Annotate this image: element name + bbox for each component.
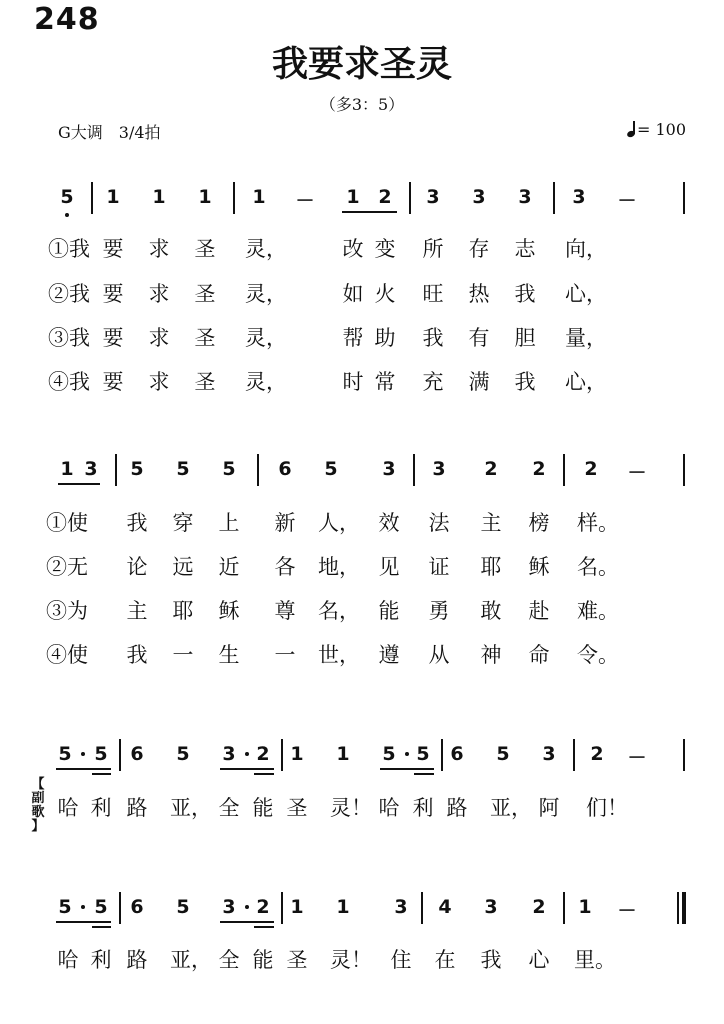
lyric-syllable: 利 xyxy=(412,796,434,820)
tempo-value: = 100 xyxy=(636,120,686,139)
refrain-label-char: 歌 xyxy=(31,805,45,820)
lyric-syllable: 如 xyxy=(342,282,364,306)
lyric-syllable: 灵， xyxy=(245,237,287,261)
note: 6 xyxy=(130,896,144,918)
lyric-syllable: 一 xyxy=(172,643,194,667)
lyric-verse-2 xyxy=(0,278,724,308)
note: 2 xyxy=(484,458,498,480)
note: 5 xyxy=(176,458,190,480)
lyric-syllable: 勇 xyxy=(428,599,450,623)
augmentation-dot xyxy=(405,752,409,756)
underline-beam xyxy=(56,921,111,923)
barline xyxy=(683,739,685,771)
lyric-syllable: 求 xyxy=(148,282,170,306)
notation-line-3 xyxy=(0,735,724,775)
lyric-syllable: 存 xyxy=(468,237,490,261)
barline xyxy=(233,182,235,214)
lyric-syllable: 证 xyxy=(428,555,450,579)
underline-beam xyxy=(92,926,111,928)
note: 1 xyxy=(152,186,166,208)
lyric-syllable: 各 xyxy=(274,555,296,579)
lyric-syllable: 全 xyxy=(218,796,240,820)
lyric-syllable: 要 xyxy=(102,282,124,306)
lyric-syllable: 们！ xyxy=(586,796,628,820)
lyric-verse-4-line-2 xyxy=(0,639,724,669)
lyric-verse-1 xyxy=(0,233,724,263)
lyric-syllable: 要 xyxy=(102,326,124,350)
note: 6 xyxy=(450,743,464,765)
barline xyxy=(553,182,555,214)
lyric-syllable: 新 xyxy=(274,511,296,535)
lyric-syllable: 亚， xyxy=(170,796,212,820)
note: 3 xyxy=(572,186,586,208)
lyric-syllable: ②无 xyxy=(46,555,88,579)
lyric-syllable: 心， xyxy=(565,370,607,394)
note: 5 xyxy=(324,458,338,480)
lyric-syllable: 帮 xyxy=(342,326,364,350)
lyric-syllable: 一 xyxy=(274,643,296,667)
tempo-marking xyxy=(627,120,686,139)
lyric-syllable: 满 xyxy=(468,370,490,394)
lyric-syllable: 志 xyxy=(514,237,536,261)
lyric-syllable: ②我 xyxy=(48,282,90,306)
barline xyxy=(281,739,283,771)
note: 5 xyxy=(94,896,108,918)
note: 3 xyxy=(426,186,440,208)
augmentation-dot xyxy=(245,752,249,756)
refrain-lyric-line-1 xyxy=(0,792,724,822)
lyric-syllable: 要 xyxy=(102,237,124,261)
note: 2 xyxy=(532,458,546,480)
lyric-verse-3 xyxy=(0,322,724,352)
lyric-syllable: 样。 xyxy=(577,511,619,535)
lyric-syllable: 热 xyxy=(468,282,490,306)
final-barline-thick xyxy=(682,892,686,924)
scripture-reference: （多3：5） xyxy=(319,95,405,114)
lyric-syllable: 地， xyxy=(318,555,360,579)
lyric-syllable: 神 xyxy=(480,643,502,667)
lyric-syllable: 路 xyxy=(446,796,468,820)
lower-octave-dot xyxy=(65,213,69,217)
barline xyxy=(683,454,685,486)
lyric-syllable: 充 xyxy=(422,370,444,394)
lyric-syllable: 哈 xyxy=(378,796,400,820)
lyric-syllable: 所 xyxy=(422,237,444,261)
lyric-syllable: 榜 xyxy=(528,511,550,535)
note: 1 xyxy=(290,896,304,918)
note: 5 xyxy=(176,896,190,918)
lyric-syllable: ①使 xyxy=(46,511,88,535)
lyric-syllable: 哈 xyxy=(57,796,79,820)
lyric-syllable: 常 xyxy=(374,370,396,394)
refrain-label-char: 】 xyxy=(31,819,45,834)
lyric-syllable: 耶 xyxy=(480,555,502,579)
note: 3 xyxy=(518,186,532,208)
lyric-syllable: 阿 xyxy=(538,796,560,820)
note: 6 xyxy=(278,458,292,480)
lyric-verse-3-line-2 xyxy=(0,595,724,625)
note: 2 xyxy=(590,743,604,765)
lyric-syllable: 我 xyxy=(514,282,536,306)
lyric-syllable: 在 xyxy=(434,948,456,972)
lyric-syllable: 全 xyxy=(218,948,240,972)
note: 5 xyxy=(416,743,430,765)
underline-beam xyxy=(254,773,274,775)
lyric-syllable: ③为 xyxy=(46,599,88,623)
notation-line-1 xyxy=(0,178,724,218)
lyric-syllable: 住 xyxy=(390,948,412,972)
lyric-syllable: 灵， xyxy=(245,326,287,350)
lyric-syllable: 利 xyxy=(90,948,112,972)
lyric-syllable: 效 xyxy=(378,511,400,535)
note: 2 xyxy=(378,186,392,208)
lyric-syllable: 心， xyxy=(565,282,607,306)
lyric-syllable: 求 xyxy=(148,237,170,261)
lyric-syllable: 圣 xyxy=(286,948,308,972)
lyric-syllable: 时 xyxy=(342,370,364,394)
lyric-syllable: 要 xyxy=(102,370,124,394)
lyric-syllable: 赴 xyxy=(528,599,550,623)
lyric-syllable: 灵！ xyxy=(330,948,372,972)
lyric-syllable: 世， xyxy=(318,643,360,667)
augmentation-dot xyxy=(245,905,249,909)
lyric-syllable: 求 xyxy=(148,326,170,350)
lyric-syllable: 主 xyxy=(480,511,502,535)
barline xyxy=(119,739,121,771)
lyric-syllable: 我 xyxy=(126,511,148,535)
note: 3 xyxy=(84,458,98,480)
lyric-syllable: 论 xyxy=(126,555,148,579)
underline-beam xyxy=(220,768,274,770)
note: 5 xyxy=(58,743,72,765)
lyric-syllable: 能 xyxy=(378,599,400,623)
lyric-syllable: ③我 xyxy=(48,326,90,350)
note: 1 xyxy=(60,458,74,480)
note: 1 xyxy=(106,186,120,208)
lyric-syllable: 名。 xyxy=(577,555,619,579)
key-signature: G大调 3/4拍 xyxy=(58,123,161,142)
barline xyxy=(281,892,283,924)
note: 5 xyxy=(94,743,108,765)
underline-beam xyxy=(56,768,111,770)
lyric-syllable: 近 xyxy=(218,555,240,579)
note: 5 xyxy=(130,458,144,480)
underline-beam xyxy=(220,921,274,923)
lyric-syllable: 稣 xyxy=(528,555,550,579)
lyric-syllable: ④我 xyxy=(48,370,90,394)
barline xyxy=(115,454,117,486)
lyric-verse-2-line-2 xyxy=(0,551,724,581)
barline xyxy=(91,182,93,214)
lyric-syllable: 灵！ xyxy=(330,796,372,820)
barline xyxy=(563,892,565,924)
note: 2 xyxy=(532,896,546,918)
underline-beam xyxy=(414,773,434,775)
barline xyxy=(257,454,259,486)
underline-beam xyxy=(342,211,397,213)
note: 4 xyxy=(438,896,452,918)
lyric-syllable: 我 xyxy=(480,948,502,972)
lyric-syllable: 圣 xyxy=(286,796,308,820)
note: 5 xyxy=(382,743,396,765)
note: 3 xyxy=(484,896,498,918)
lyric-syllable: ①我 xyxy=(48,237,90,261)
augmentation-dot xyxy=(81,752,85,756)
song-title: 我要求圣灵 xyxy=(271,44,452,85)
lyric-syllable: 我 xyxy=(422,326,444,350)
refrain-label-char: 【 xyxy=(31,777,45,792)
lyric-syllable: 火 xyxy=(374,282,396,306)
lyric-syllable: 心 xyxy=(528,948,550,972)
lyric-syllable: 生 xyxy=(218,643,240,667)
dash: － xyxy=(627,747,647,769)
lyric-syllable: 圣 xyxy=(194,370,216,394)
barline xyxy=(683,182,685,214)
note: 2 xyxy=(256,896,270,918)
lyric-syllable: 改 xyxy=(342,237,364,261)
dash: － xyxy=(617,900,637,922)
note: 3 xyxy=(472,186,486,208)
lyric-syllable: 从 xyxy=(428,643,450,667)
lyric-syllable: 求 xyxy=(148,370,170,394)
lyric-syllable: 圣 xyxy=(194,282,216,306)
barline xyxy=(413,454,415,486)
note: 1 xyxy=(198,186,212,208)
dash: － xyxy=(295,190,315,212)
lyric-syllable: 我 xyxy=(126,643,148,667)
lyric-syllable: 穿 xyxy=(172,511,194,535)
note: 2 xyxy=(256,743,270,765)
note: 5 xyxy=(222,458,236,480)
note: 1 xyxy=(290,743,304,765)
lyric-syllable: 亚， xyxy=(490,796,532,820)
note: 1 xyxy=(252,186,266,208)
lyric-syllable: 亚， xyxy=(170,948,212,972)
lyric-syllable: 里。 xyxy=(574,948,616,972)
lyric-syllable: 旺 xyxy=(422,282,444,306)
note: 3 xyxy=(382,458,396,480)
dash: － xyxy=(627,462,647,484)
notation-line-4 xyxy=(0,888,724,928)
note: 5 xyxy=(60,186,74,208)
refrain-lyric-line-2 xyxy=(0,944,724,974)
underline-beam xyxy=(92,773,111,775)
augmentation-dot xyxy=(81,905,85,909)
note: 1 xyxy=(336,743,350,765)
barline xyxy=(441,739,443,771)
note: 1 xyxy=(336,896,350,918)
note: 5 xyxy=(496,743,510,765)
page-number: 248 xyxy=(34,2,100,37)
barline xyxy=(573,739,575,771)
refrain-label-char: 副 xyxy=(31,791,45,806)
barline xyxy=(421,892,423,924)
lyric-syllable: 人， xyxy=(318,511,360,535)
lyric-syllable: 上 xyxy=(218,511,240,535)
underline-beam xyxy=(254,926,274,928)
note: 5 xyxy=(58,896,72,918)
lyric-verse-4 xyxy=(0,366,724,396)
lyric-syllable: 助 xyxy=(374,326,396,350)
lyric-syllable: 哈 xyxy=(57,948,79,972)
barline xyxy=(563,454,565,486)
note: 3 xyxy=(432,458,446,480)
note: 6 xyxy=(130,743,144,765)
lyric-syllable: 远 xyxy=(172,555,194,579)
lyric-syllable: 耶 xyxy=(172,599,194,623)
lyric-syllable: 难。 xyxy=(577,599,619,623)
lyric-syllable: 法 xyxy=(428,511,450,535)
note: 3 xyxy=(542,743,556,765)
note: 3 xyxy=(222,896,236,918)
note: 2 xyxy=(584,458,598,480)
lyric-syllable: 名， xyxy=(318,599,360,623)
lyric-syllable: 稣 xyxy=(218,599,240,623)
lyric-syllable: 变 xyxy=(374,237,396,261)
lyric-syllable: 主 xyxy=(126,599,148,623)
underline-beam xyxy=(58,483,100,485)
lyric-syllable: 有 xyxy=(468,326,490,350)
lyric-syllable: 见 xyxy=(378,555,400,579)
barline xyxy=(119,892,121,924)
underline-beam xyxy=(380,768,434,770)
lyric-syllable: 圣 xyxy=(194,326,216,350)
lyric-syllable: 我 xyxy=(514,370,536,394)
note: 5 xyxy=(176,743,190,765)
lyric-syllable: 量， xyxy=(565,326,607,350)
lyric-syllable: ④使 xyxy=(46,643,88,667)
lyric-syllable: 路 xyxy=(126,796,148,820)
lyric-syllable: 命 xyxy=(528,643,550,667)
note: 1 xyxy=(346,186,360,208)
quarter-note-icon xyxy=(627,121,635,137)
lyric-verse-1-line-2 xyxy=(0,507,724,537)
lyric-syllable: 敢 xyxy=(480,599,502,623)
lyric-syllable: 向， xyxy=(565,237,607,261)
lyric-syllable: 利 xyxy=(90,796,112,820)
lyric-syllable: 灵， xyxy=(245,370,287,394)
lyric-syllable: 能 xyxy=(252,948,274,972)
final-barline-thin xyxy=(677,892,679,924)
lyric-syllable: 遵 xyxy=(378,643,400,667)
note: 3 xyxy=(394,896,408,918)
lyric-syllable: 灵， xyxy=(245,282,287,306)
lyric-syllable: 令。 xyxy=(577,643,619,667)
lyric-syllable: 胆 xyxy=(514,326,536,350)
notation-line-2 xyxy=(0,450,724,490)
lyric-syllable: 路 xyxy=(126,948,148,972)
note: 1 xyxy=(578,896,592,918)
note: 3 xyxy=(222,743,236,765)
barline xyxy=(409,182,411,214)
lyric-syllable: 尊 xyxy=(274,599,296,623)
dash: － xyxy=(617,190,637,212)
lyric-syllable: 圣 xyxy=(194,237,216,261)
lyric-syllable: 能 xyxy=(252,796,274,820)
